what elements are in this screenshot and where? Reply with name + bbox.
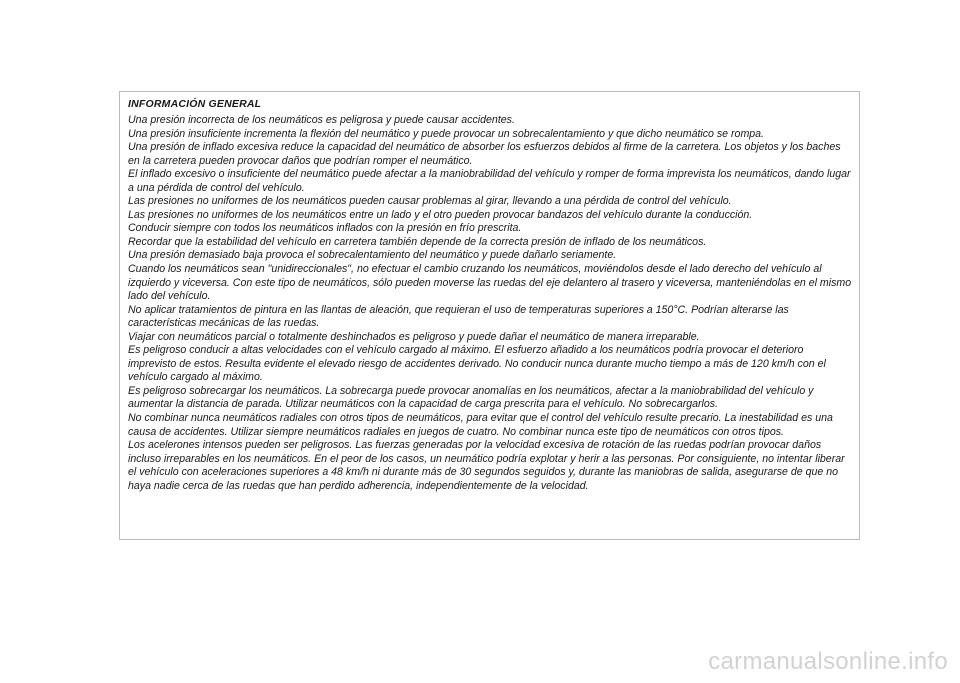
paragraph: Las presiones no uniformes de los neumáticos pueden causar problemas al girar, llevando a una pérdida de control del vehículo. — [128, 195, 732, 208]
paragraph: Las presiones no uniformes de los neumáticos entre un lado y el otro pueden provocar bandazos del vehículo durante la conducción. — [128, 208, 753, 221]
paragraph: Recordar que la estabilidad del vehículo en carretera también depende de la correcta presión de inflado de los neumáticos. — [128, 235, 707, 248]
paragraph: Es peligroso sobrecargar los neumáticos. La sobrecarga puede provocar anomalías en los neumáticos, afectar a la maniobrabilidad del vehículo y aumentar la distancia de parada. Utilizar neumáticos con la capacidad de carga prescrita para el vehículo. No sobrecargarlos. — [128, 384, 814, 411]
paragraph: Conducir siempre con todos los neumáticos inflados con la presión en frío prescrita. — [128, 222, 522, 235]
paragraph: Los acelerones intensos pueden ser peligrosos. Las fuerzas generadas por la velocidad excesiva de rotación de las ruedas podrían provocar daños incluso irreparables en los neumáticos. En el peor de los casos, un neumático podría explotar y herir a las personas. Por consiguiente, no intentar liberar el vehículo con aceleraciones superiores a 48 km/h ni durante más de 30 segundos seguidos y, durante las maniobras de salida, asegurarse de que no haya nadie cerca de las ruedas que han perdido adherencia, independientemente de la velocidad. — [128, 439, 845, 492]
paragraph: Es peligroso conducir a altas velocidades con el vehículo cargado al máximo. El esfuerzo añadido a los neumáticos podría provocar el deterioro imprevisto de estos. Resulta evidente el elevado riesgo de accidentes derivado. No conducir nunca durante mucho tiempo a más de 120 km/h con el vehículo cargado al máximo. — [128, 344, 826, 384]
site-watermark: carmanualsonline.info — [708, 648, 948, 675]
paragraph: El inflado excesivo o insuficiente del neumático puede afectar a la maniobrabilidad del vehículo y romper de forma imprevista los neumáticos, dando lugar a una pérdida de control del vehículo. — [128, 168, 851, 194]
paragraph: Una presión insuficiente incrementa la flexión del neumático y puede provocar un sobrecalentamiento y que dicho neumático se rompa. — [128, 127, 764, 140]
general-info-warning-box — [119, 91, 860, 540]
paragraph: Viajar con neumáticos parcial o totalmente deshinchados es peligroso y puede dañar el neumático de manera irreparable. — [128, 330, 700, 343]
paragraph: No aplicar tratamientos de pintura en las llantas de aleación, que requieran el uso de temperaturas superiores a 150°C. Podrían alterarse las características mecánicas de las ruedas. — [128, 303, 789, 330]
section-title: INFORMACIÓN GENERAL — [128, 98, 262, 110]
section-body — [128, 114, 854, 493]
paragraph: No combinar nunca neumáticos radiales con otros tipos de neumáticos, para evitar que el control del vehículo resulte precario. La inestabilidad es una causa de accidentes. Utilizar siempre neumáticos radiales en juegos de cuatro. No combinar nunca este tipo de neumáticos con otros tipos. — [128, 412, 833, 438]
paragraph: Una presión demasiado baja provoca el sobrecalentamiento del neumático y puede dañarlo seriamente. — [128, 249, 617, 262]
paragraph: Una presión de inflado excesiva reduce la capacidad del neumático de absorber los esfuerzos debidos al firme de la carretera. Los objetos y los baches en la carretera pueden provocar daños que podrían romper el neumático. — [128, 141, 841, 167]
paragraph: Una presión incorrecta de los neumáticos es peligrosa y puede causar accidentes. — [128, 114, 515, 126]
paragraph: Cuando los neumáticos sean "unidireccionales", no efectuar el cambio cruzando los neumáticos, moviéndolos desde el lado derecho del vehículo al izquierdo y viceversa. Con este tipo de neumáticos, sólo pueden moverse las ruedas del eje delantero al trasero y viceversa, manteniéndolas en el mismo lado del vehículo. — [128, 263, 852, 303]
